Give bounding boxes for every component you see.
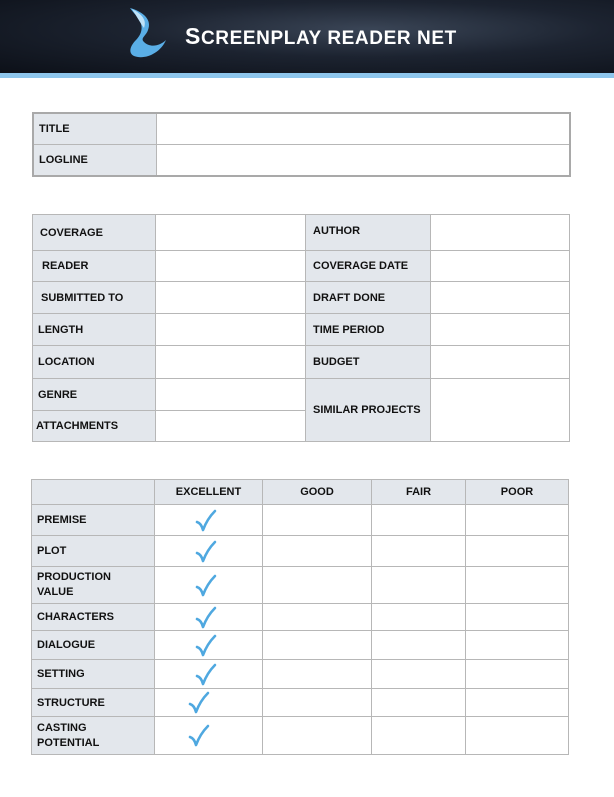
attachments-label: ATTACHMENTS bbox=[33, 411, 156, 442]
author-field[interactable] bbox=[431, 215, 570, 251]
genre-label: GENRE bbox=[33, 379, 156, 411]
rating-row-label: CHARACTERS bbox=[32, 604, 155, 631]
reader-label: READER bbox=[33, 251, 156, 282]
coverage-label: COVERAGE bbox=[33, 215, 156, 251]
rating-row bbox=[32, 505, 569, 536]
rating-cell-poor[interactable] bbox=[466, 660, 569, 689]
reader-field[interactable] bbox=[156, 251, 306, 282]
rating-cell-fair[interactable] bbox=[372, 505, 466, 536]
checkmark-icon bbox=[188, 724, 210, 748]
rating-cell-poor[interactable] bbox=[466, 536, 569, 567]
rating-cell-fair[interactable] bbox=[372, 631, 466, 660]
rating-row-label: CASTING POTENTIAL bbox=[32, 717, 155, 755]
rating-cell-poor[interactable] bbox=[466, 567, 569, 604]
budget-label: BUDGET bbox=[306, 346, 431, 379]
submitted-to-field[interactable] bbox=[156, 282, 306, 314]
similar-projects-label: SIMILAR PROJECTS bbox=[306, 379, 431, 442]
rating-cell-excellent[interactable] bbox=[155, 505, 263, 536]
rating-row bbox=[32, 689, 569, 717]
rating-cell-fair[interactable] bbox=[372, 567, 466, 604]
column-excellent: EXCELLENT bbox=[155, 480, 263, 505]
rating-row-label: STRUCTURE bbox=[32, 689, 155, 717]
rating-cell-fair[interactable] bbox=[372, 660, 466, 689]
rating-row-label: DIALOGUE bbox=[32, 631, 155, 660]
checkmark-icon bbox=[195, 509, 217, 533]
checkmark-icon bbox=[195, 663, 217, 687]
genre-field[interactable] bbox=[156, 379, 306, 411]
rating-cell-poor[interactable] bbox=[466, 689, 569, 717]
rating-cell-poor[interactable] bbox=[466, 631, 569, 660]
coverage-date-label: COVERAGE DATE bbox=[306, 251, 431, 282]
rating-row-label: PRODUCTION VALUE bbox=[32, 567, 155, 604]
coverage-info-table bbox=[32, 214, 570, 442]
author-label: AUTHOR bbox=[306, 215, 431, 251]
rating-row-label: SETTING bbox=[32, 660, 155, 689]
rating-row bbox=[32, 631, 569, 660]
submitted-to-label: SUBMITTED TO bbox=[33, 282, 156, 314]
title-field[interactable] bbox=[156, 113, 570, 144]
rating-cell-good[interactable] bbox=[263, 505, 372, 536]
rating-table bbox=[31, 479, 569, 755]
rating-cell-excellent[interactable] bbox=[155, 689, 263, 717]
rating-cell-good[interactable] bbox=[263, 604, 372, 631]
rating-cell-good[interactable] bbox=[263, 567, 372, 604]
length-label: LENGTH bbox=[33, 314, 156, 346]
brand-title: SCREENPLAY READER NET bbox=[185, 23, 457, 49]
title-logline-table bbox=[32, 112, 571, 177]
rating-cell-excellent[interactable] bbox=[155, 604, 263, 631]
checkmark-icon bbox=[195, 634, 217, 658]
checkmark-icon bbox=[188, 691, 210, 715]
coverage-date-field[interactable] bbox=[431, 251, 570, 282]
rating-row bbox=[32, 604, 569, 631]
location-field[interactable] bbox=[156, 346, 306, 379]
rating-cell-excellent[interactable] bbox=[155, 567, 263, 604]
title-label: TITLE bbox=[33, 113, 156, 144]
rating-row bbox=[32, 717, 569, 755]
rating-cell-good[interactable] bbox=[263, 689, 372, 717]
budget-field[interactable] bbox=[431, 346, 570, 379]
rating-cell-good[interactable] bbox=[263, 717, 372, 755]
similar-projects-field[interactable] bbox=[431, 379, 570, 442]
rating-cell-excellent[interactable] bbox=[155, 536, 263, 567]
rating-cell-fair[interactable] bbox=[372, 604, 466, 631]
column-poor: POOR bbox=[466, 480, 569, 505]
rating-cell-good[interactable] bbox=[263, 631, 372, 660]
rating-cell-poor[interactable] bbox=[466, 604, 569, 631]
logline-label: LOGLINE bbox=[33, 144, 156, 176]
header-divider bbox=[0, 73, 614, 78]
column-fair: FAIR bbox=[372, 480, 466, 505]
time-period-field[interactable] bbox=[431, 314, 570, 346]
column-good: GOOD bbox=[263, 480, 372, 505]
rating-cell-fair[interactable] bbox=[372, 536, 466, 567]
rating-header-blank bbox=[32, 480, 155, 505]
rating-row bbox=[32, 660, 569, 689]
rating-cell-excellent[interactable] bbox=[155, 660, 263, 689]
rating-row-label: PREMISE bbox=[32, 505, 155, 536]
checkmark-icon bbox=[195, 606, 217, 630]
logline-field[interactable] bbox=[156, 144, 570, 176]
time-period-label: TIME PERIOD bbox=[306, 314, 431, 346]
rating-cell-excellent[interactable] bbox=[155, 631, 263, 660]
draft-done-field[interactable] bbox=[431, 282, 570, 314]
rating-cell-poor[interactable] bbox=[466, 505, 569, 536]
rating-cell-fair[interactable] bbox=[372, 717, 466, 755]
location-label: LOCATION bbox=[33, 346, 156, 379]
checkmark-icon bbox=[195, 574, 217, 598]
rating-cell-good[interactable] bbox=[263, 536, 372, 567]
rating-cell-excellent[interactable] bbox=[155, 717, 263, 755]
rating-row bbox=[32, 567, 569, 604]
length-field[interactable] bbox=[156, 314, 306, 346]
rating-cell-good[interactable] bbox=[263, 660, 372, 689]
attachments-field[interactable] bbox=[156, 411, 306, 442]
rating-cell-fair[interactable] bbox=[372, 689, 466, 717]
checkmark-icon bbox=[195, 540, 217, 564]
coverage-field[interactable] bbox=[156, 215, 306, 251]
rating-row-label: PLOT bbox=[32, 536, 155, 567]
swoosh-logo-icon bbox=[122, 6, 168, 62]
rating-row bbox=[32, 536, 569, 567]
draft-done-label: DRAFT DONE bbox=[306, 282, 431, 314]
rating-cell-poor[interactable] bbox=[466, 717, 569, 755]
